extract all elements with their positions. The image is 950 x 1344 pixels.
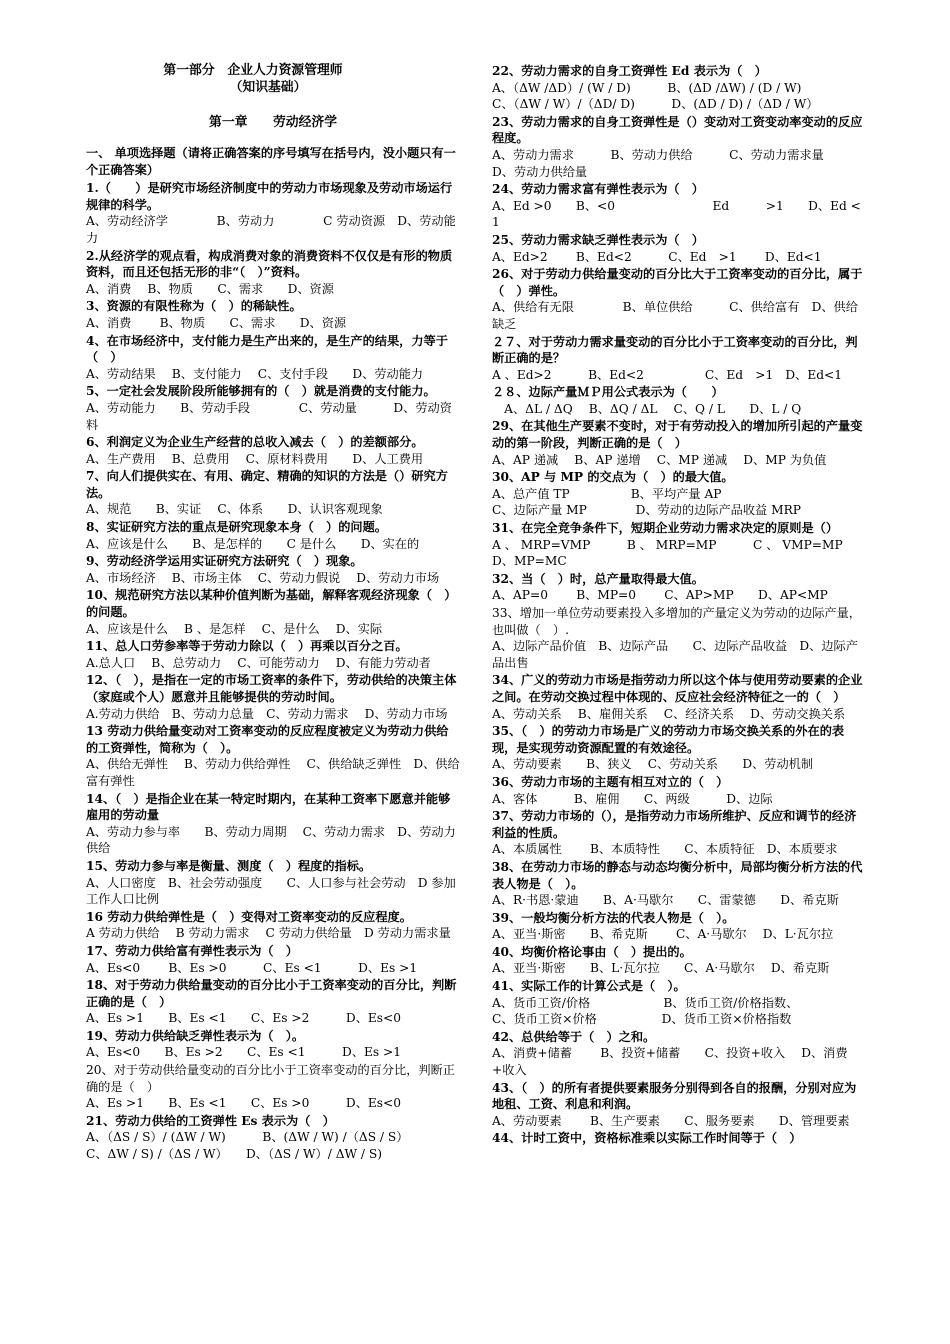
answer-options: A、劳动经济学 B、劳动力 C 劳动资源 D、劳动能力	[86, 214, 456, 245]
answer-options: A、消费 B、物质 C、需求 D、资源	[86, 315, 347, 330]
answer-options: A、AP=0 B、MP=0 C、AP>MP D、AP<MP	[492, 588, 828, 603]
answer-options: C、边际产量 MP D、劳动的边际产品收益 MRP	[492, 503, 801, 518]
question-stem: 18、对于劳动力供给量变动的百分比小于工资率变动的百分比，判断正确的是（ ）	[86, 978, 457, 1009]
question-stem: 16 劳动力供给弹性是（ ）变得对工资率变动的反应程度。	[86, 909, 412, 924]
answer-options: A、总产值 TP B、平均产量 AP	[492, 486, 722, 501]
question-stem: ２７、对于劳动力需求量变动的百分比小于工资率变动的百分比，判断正确的是？	[492, 334, 858, 366]
answer-options: A、客体 B、雇佣 C、两级 D、边际	[492, 791, 773, 806]
question-stem: 1.（ ）是研究市场经济制度中的劳动力市场现象及劳动市场运行规律的科学。	[86, 181, 453, 212]
question-stem: 15、劳动力参与率是衡量、测度（ ）程度的指标。	[86, 858, 372, 873]
answer-options: A、劳动结果 B、支付能力 C、支付手段 D、劳动能力	[86, 366, 424, 381]
question-stem: 5、一定社会发展阶段所能够拥有的（ ）就是消费的支付能力。	[86, 384, 436, 399]
question-stem: 8、实证研究方法的重点是研究现象本身（ ）的问题。	[86, 520, 387, 535]
answer-options: A 劳动力供给 B 劳动力需求 C 劳动力供给量 D 劳动力需求量	[86, 926, 451, 941]
question-stem: 2.从经济学的观点看，构成消费对象的消费资料不仅仅是有形的物质资料，而且还包括无形的非“（ ）”资料。	[86, 248, 453, 280]
question-stem: 4、在市场经济中，支付能力是生产出来的，是生产的结果，力等于（ ）	[86, 333, 448, 365]
question-stem: 41、实际工作的计算公式是（ ）。	[492, 979, 686, 994]
question-stem: 9、劳动经济学运用实证研究方法研究（ ）现象。	[86, 554, 363, 569]
answer-options: A 、Ed>2 B、Ed<2 C、Ed >1 D、Ed<1	[492, 367, 843, 382]
question-stem: 22、劳动力需求的自身工资弹性 Ed 表示为（ ）	[492, 64, 767, 78]
answer-options: A、供给有无限 B、单位供给 C、供给富有 D、供给缺乏	[492, 300, 858, 331]
answer-options: A、生产费用 B、总费用 C、原材料费用 D、人工费用	[86, 451, 424, 466]
answer-options: A 、 MRP=VMP B 、 MRP=MP C 、 VMP=MP D、MP=MC	[492, 537, 855, 569]
question-stem: 24、劳动力需求富有弹性表示为（ ）	[492, 182, 704, 197]
question-stem: 20、对于劳动供给量变动的百分比小于工资率变动的百分比，判断正确的是（ ）	[86, 1063, 455, 1094]
answer-options: A、Es<0 B、Es >2 C、Es <1 D、Es >1	[86, 1045, 402, 1060]
question-stem: 42、总供给等于（ ）之和。	[492, 1029, 656, 1044]
answer-options: A、Ed >0 B、<0 Ed >1 D、Ed <1	[492, 198, 861, 230]
right-column	[492, 62, 866, 1147]
question-stem: 30、AP 与 MP 的交点为（ ）的最大值。	[492, 470, 734, 485]
answer-options: A、Ed>2 B、Ed<2 C、Ed >1 D、Ed<1	[492, 249, 822, 264]
answer-options: A、劳动要素 B、生产要素 C、服务要素 D、管理要素	[492, 1113, 850, 1128]
question-stem: 12、（ ），是指在一定的市场工资率的条件下，劳动供给的决策主体（家庭或个人）愿意并且能够提供的劳动时间。	[86, 673, 457, 704]
answer-options: A、AP 递减 B、AP 递增 C、MP 递减 D、MP 为负值	[492, 452, 827, 467]
question-stem: 29、在其他生产要素不变时，对于有劳动投入的增加所引起的产量变动的第一阶段，判断正确的是（ ）	[492, 419, 863, 451]
answer-options: A、（ΔS / S）/ (ΔW / W) B、(ΔW / W) /（ΔS / S）	[86, 1130, 409, 1145]
answer-options: A、Es >1 B、Es <1 C、Es >0 D、Es<0	[86, 1096, 402, 1111]
question-stem: 39、一般均衡分析方法的代表人物是（ ）。	[492, 910, 735, 925]
question-list-left	[86, 180, 460, 1162]
answer-options: A、劳动力需求 B、劳动力供给 C、劳动力需求量 D、劳动力供给量	[492, 147, 849, 179]
answer-options: A、应该是什么 B 、是怎样 C、是什么 D、实际	[86, 621, 383, 636]
question-list-right	[492, 63, 866, 1147]
answer-options: A、供给无弹性 B、劳动力供给弹性 C、供给缺乏弹性 D、供给富有弹性	[86, 757, 460, 788]
answer-options: A.劳动力供给 B、劳动力总量 C、劳动力需求 D、劳动力市场	[86, 706, 448, 721]
question-stem: ２８、边际产量ＭＰ用公式表示为（ ）	[492, 385, 724, 400]
question-stem: 6、利润定义为企业生产经营的总收入减去（ ）的差额部分。	[86, 435, 424, 450]
question-stem: 21、劳动力供给的工资弹性 Es 表示为（ ）	[86, 1113, 335, 1128]
part-subtitle: （知识基础）	[229, 80, 307, 95]
answer-options: A、劳动关系 B、雇佣关系 C、经济关系 D、劳动交换关系	[492, 706, 846, 721]
answer-options: A、本质属性 B、本质特性 C、本质特征 D、本质要求	[492, 842, 838, 857]
question-stem: 26、对于劳动力供给量变动的百分比大于工资率变动的百分比，属于（ ）弹性。	[492, 267, 863, 298]
answer-options: A、劳动能力 B、劳动手段 C、劳动量 D、劳动资料	[86, 400, 452, 432]
question-stem: 37、劳动力市场的（），是指劳动力市场所维护、反应和调节的经济利益的性质。	[492, 809, 857, 840]
answer-options: A、亚当·斯密 B、希克斯 C、A·马歇尔 D、L·瓦尔拉	[492, 927, 834, 942]
question-stem: 19、劳动力供给缺乏弹性表示为（ ）。	[86, 1028, 305, 1043]
answer-options: A、ΔL / ΔQ B、ΔQ / ΔL C、Q / L D、L / Q	[492, 401, 802, 416]
section-heading: 一、 单项选择题（请将正确答案的序号填写在括号内，没小题只有一个正确答案）	[86, 146, 456, 177]
answer-options: A、消费+储蓄 B、投资+储蓄 C、投资+收入 D、消费+收入	[492, 1046, 848, 1078]
answer-options: A、亚当·斯密 B、L·瓦尔拉 C、A·马歇尔 D、希克斯	[492, 961, 830, 976]
answer-options: A、劳动要素 B、狭义 C、劳动关系 D、劳动机制	[492, 757, 814, 772]
answer-options: A、（ΔW /ΔD）/ (W / D) B、(ΔD /ΔW) / (D / W)	[492, 80, 802, 95]
question-stem: 40、均衡价格论事由（ ）提出的。	[492, 944, 692, 959]
answer-options: A、Es >1 B、Es <1 C、Es >2 D、Es<0	[86, 1011, 402, 1026]
question-stem: 7、向人们提供实在、有用、确定、精确的知识的方法是（）研究方法。	[86, 469, 448, 500]
question-stem: 34、广义的劳动力市场是指劳动力所以这个体与使用劳动要素的企业之间。在劳动交换过程中体现的、反应社会经济特征之一的（ ）	[492, 673, 863, 704]
part-title: 第一部分 企业人力资源管理师	[163, 63, 343, 78]
question-stem: 14、（ ）是指企业在某一特定时期内，在某种工资率下愿意并能够雇用的劳动量	[86, 791, 451, 823]
question-stem: 38、在劳动力市场的静态与动态均衡分析中，局部均衡分析方法的代表人物是（ ）。	[492, 859, 863, 891]
question-stem: 17、劳动力供给富有弹性表示为（ ）	[86, 943, 298, 958]
question-stem: 23、劳动力需求的自身工资弹性是（）变动对工资变动率变动的反应程度。	[492, 114, 863, 146]
question-stem: 43、（ ）的所有者提供要素服务分别得到各自的报酬，分别对应为地租、工资、利息和利润。	[492, 1080, 857, 1112]
answer-options: A.总人口 B、总劳动力 C、可能劳动力 D、有能力劳动者	[86, 655, 431, 670]
question-stem: 44、计时工资中，资格标准乘以实际工作时间等于（ ）	[492, 1131, 802, 1146]
answer-options: A、市场经济 B、市场主体 C、劳动力假说 D、劳动力市场	[86, 570, 440, 585]
question-stem: 10、规范研究方法以某种价值判断为基础，解释客观经济现象（ ）的问题。	[86, 588, 457, 620]
answer-options: C、ΔW / S) /（ΔS / W） D、（ΔS / W）/ ΔW / S)	[86, 1147, 382, 1162]
question-stem: 3、资源的有限性称为（ ）的稀缺性。	[86, 299, 302, 314]
question-stem: 32、当（ ）时，总产量取得最大值。	[492, 571, 704, 586]
answer-options: A、R·书恩·蒙迪 B、A·马歇尔 C、雷蒙德 D、希克斯	[492, 893, 839, 908]
question-stem: 13 劳动力供给量变动对工资率变动的反应程度被定义为劳动力供给的工资弹性，简称为（ ）。	[86, 724, 449, 755]
question-stem: 25、劳动力需求缺乏弹性表示为（ ）	[492, 232, 704, 247]
answer-options: A、边际产品价值 B、边际产品 C、边际产品收益 D、边际产品出售	[492, 639, 858, 670]
answer-options: A、Es<0 B、Es >0 C、Es <1 D、Es >1	[86, 960, 418, 975]
question-stem: 31、在完全竞争条件下，短期企业劳动力需求决定的原则是（）	[492, 521, 839, 536]
question-stem: 33、增加一单位劳动要素投入多增加的产量定义为劳动的边际产量，也叫做（ ）.	[492, 606, 861, 637]
answer-options: A、人口密度 B、社会劳动强度 C、人口参与社会劳动 D 参加工作人口比例	[86, 875, 456, 907]
answer-options: A、货币工资/价格 B、货币工资/价格指数、	[492, 995, 799, 1010]
answer-options: C、货币工资×价格 D、货币工资×价格指数	[492, 1012, 792, 1027]
left-column	[86, 62, 460, 1163]
question-stem: 35、（ ）的劳动力市场是广义的劳动力市场交换关系的外在的表现，是实现劳动资源配置的有效途径。	[492, 724, 845, 755]
answer-options: A、劳动力参与率 B、劳动力周期 C、劳动力需求 D、劳动力供给	[86, 824, 456, 856]
chapter-title: 第一章 劳动经济学	[209, 115, 337, 130]
answer-options: A、应该是什么 B、是怎样的 C 是什么 D、实在的	[86, 536, 420, 551]
answer-options: A、消费 B、物质 C、需求 D、资源	[86, 281, 334, 296]
answer-options: A、规范 B、实证 C、体系 D、认识客观现象	[86, 502, 383, 517]
question-stem: 36、劳动力市场的主题有相互对立的（ ）	[492, 774, 729, 789]
answer-options: C、（ΔW / W）/（ΔD/ D) D、(ΔD / D) /（ΔD / W）	[492, 97, 819, 112]
question-stem: 11、总人口劳参率等于劳动力除以（ ）再乘以百分之百。	[86, 639, 408, 654]
